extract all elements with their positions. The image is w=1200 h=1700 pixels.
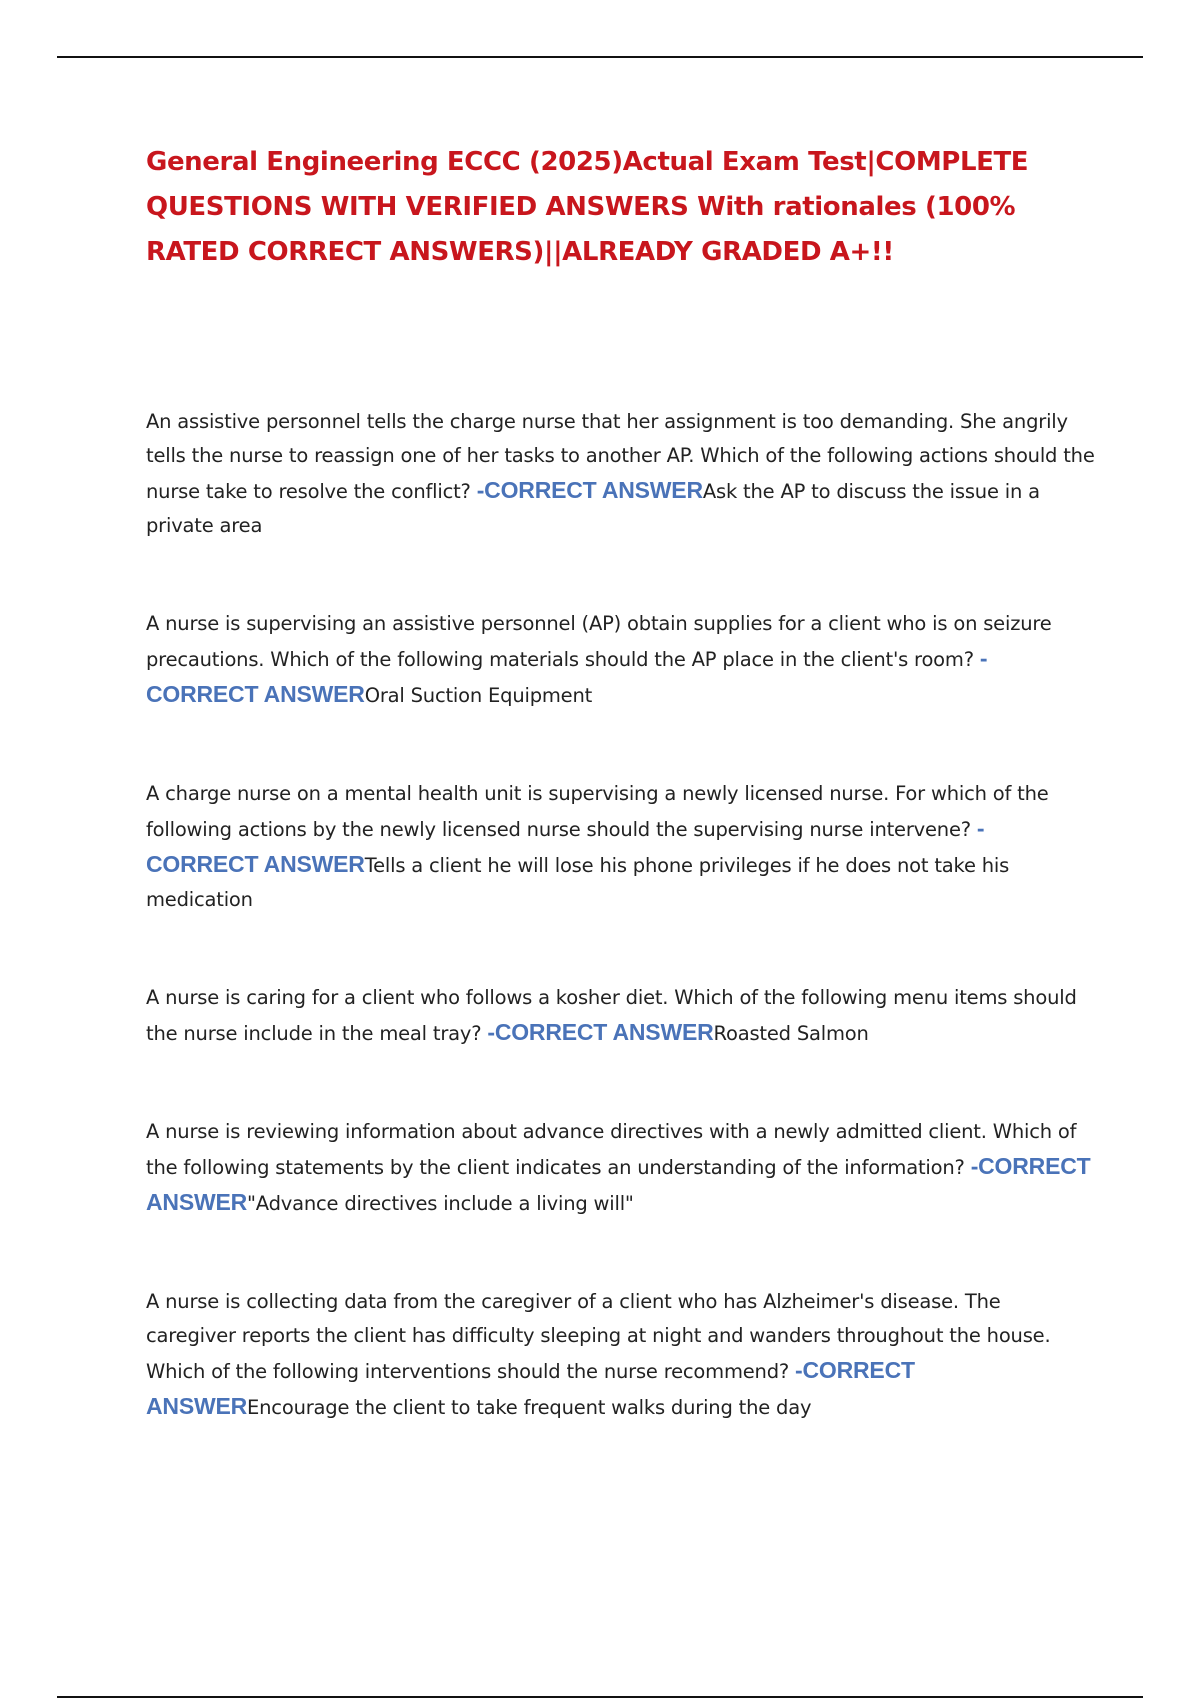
- bottom-divider: [57, 1696, 1143, 1698]
- question-text: A nurse is reviewing information about advance directives with a newly admitted client. Which of the following statements by the client indicates an understanding of the information?: [146, 1120, 1077, 1179]
- answer-text: Oral Suction Equipment: [364, 684, 593, 707]
- correct-answer-label: -CORRECT ANSWER: [146, 645, 988, 707]
- correct-answer-label: -CORRECT ANSWER: [146, 1357, 915, 1419]
- correct-answer-label: -CORRECT ANSWER: [487, 1019, 714, 1045]
- question-item: [146, 1115, 1096, 1221]
- answer-text: "Advance directives include a living will": [247, 1192, 634, 1215]
- answer-text: Encourage the client to take frequent walks during the day: [247, 1396, 812, 1419]
- question-item: [146, 1285, 1096, 1425]
- question-list: [146, 405, 1096, 1425]
- answer-text: Ask the AP to discuss the issue in a private area: [146, 480, 1040, 537]
- question-text: A nurse is collecting data from the caregiver of a client who has Alzheimer's disease. The caregiver reports the client has difficulty sleeping at night and wanders throughout the house. Which of the following interventions should the nurse recommend?: [146, 1290, 1051, 1383]
- question-item: [146, 405, 1096, 543]
- question-item: [146, 607, 1096, 713]
- correct-answer-label: -CORRECT ANSWER: [146, 1153, 1091, 1215]
- question-text: A nurse is caring for a client who follows a kosher diet. Which of the following menu items should the nurse include in the meal tray?: [146, 986, 1077, 1045]
- question-item: [146, 981, 1096, 1051]
- top-divider: [57, 56, 1143, 58]
- document-title: General Engineering ECCC (2025)Actual Exam Test|COMPLETE QUESTIONS WITH VERIFIED ANSWERS With rationales (100% RATED CORRECT ANSWERS)||ALREADY GRADED A+!!: [146, 147, 1029, 267]
- question-text: A nurse is supervising an assistive personnel (AP) obtain supplies for a client who is on seizure precautions. Which of the following materials should the AP place in the client's room?: [146, 612, 1052, 671]
- answer-text: Roasted Salmon: [713, 1022, 869, 1045]
- correct-answer-label: -CORRECT ANSWER: [476, 477, 703, 503]
- question-item: [146, 777, 1096, 917]
- question-text: A charge nurse on a mental health unit is supervising a newly licensed nurse. For which of the following actions by the newly licensed nurse should the supervising nurse intervene?: [146, 782, 1049, 841]
- answer-text: Tells a client he will lose his phone privileges if he does not take his medication: [146, 854, 1010, 911]
- correct-answer-label: -CORRECT ANSWER: [146, 815, 985, 877]
- document-body: [146, 140, 1096, 1425]
- question-text: An assistive personnel tells the charge nurse that her assignment is too demanding. She angrily tells the nurse to reassign one of her tasks to another AP. Which of the following actions should the nurse take to resolve the conflict?: [146, 410, 1095, 503]
